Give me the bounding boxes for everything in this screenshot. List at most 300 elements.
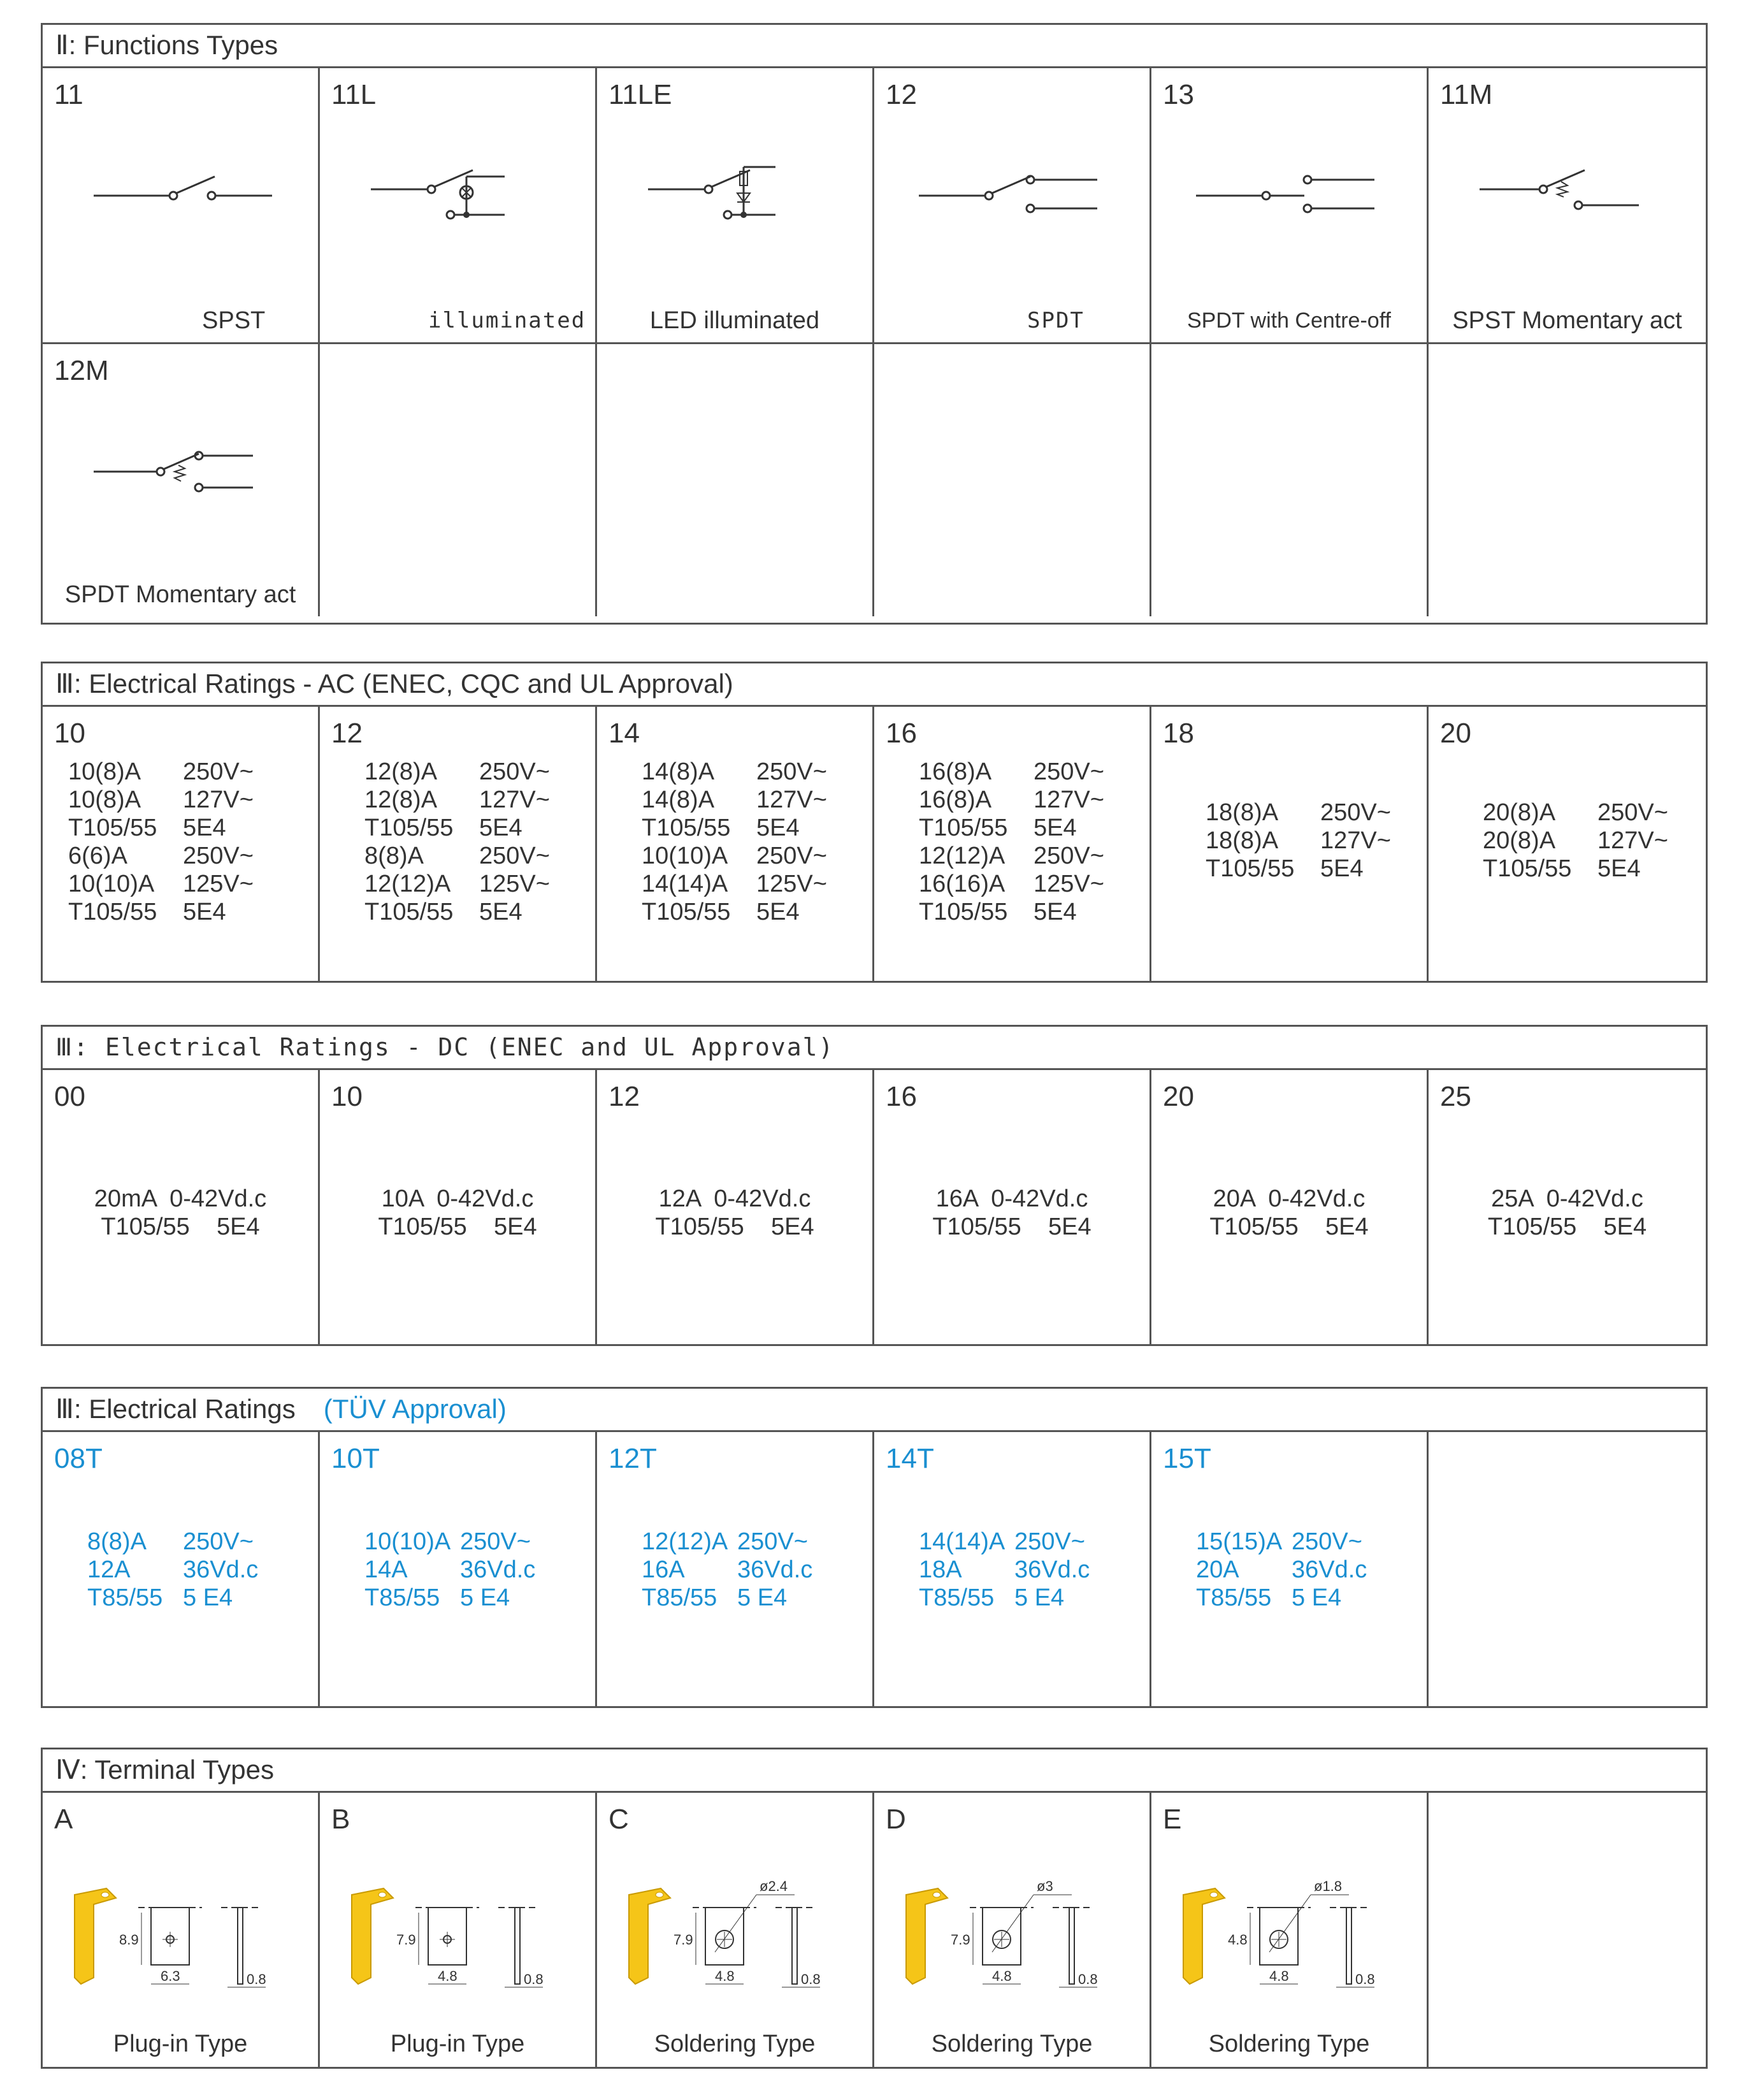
rating-line <box>919 870 1137 898</box>
rating-line <box>1483 827 1693 855</box>
dc-cell-10 <box>320 1070 597 1344</box>
terminal-cell-empty <box>1429 1793 1706 2067</box>
rating-lines <box>1151 1185 1427 1241</box>
function-name: SPDT Momentary act <box>64 581 296 608</box>
rating-lines <box>364 758 582 926</box>
hole-diameter-label: ø3 <box>1037 1878 1053 1894</box>
led-illuminated-switch-symbol-icon <box>616 157 858 234</box>
terminal-code: B <box>331 1804 350 1835</box>
side-view-body <box>792 1908 797 1984</box>
rating-line: 25A 0-42Vd.c <box>1491 1185 1643 1212</box>
rating-code: 10 <box>54 718 85 749</box>
rating-current: T85/55 <box>642 1584 717 1611</box>
rating-line: 10A 0-42Vd.c <box>381 1185 534 1212</box>
rating-current: 14(8)A <box>642 758 715 785</box>
rating-line <box>919 898 1137 926</box>
terminal-caption: Soldering Type <box>1208 2031 1370 2057</box>
rating-line <box>919 1556 1090 1584</box>
rating-line <box>642 870 860 898</box>
rating-line <box>68 814 305 842</box>
rating-voltage: 250V~ <box>479 758 550 785</box>
rating-current: T105/55 <box>364 815 454 841</box>
function-cell-13 <box>1151 68 1429 342</box>
thickness-dimension-label: 0.8 <box>247 1971 266 1987</box>
rating-code: 12T <box>609 1443 657 1474</box>
function-code: 11L <box>331 79 377 110</box>
rating-line <box>1196 1584 1367 1612</box>
rating-line <box>68 842 305 870</box>
rating-line: T105/55 5E4 <box>1487 1213 1647 1240</box>
rating-voltage: 125V~ <box>756 871 827 897</box>
rating-line <box>642 898 860 926</box>
rating-voltage: 127V~ <box>756 786 827 813</box>
rating-lines <box>1196 1528 1367 1612</box>
rating-line <box>68 898 305 926</box>
terminal-cell-B <box>320 1793 597 2067</box>
rating-voltage: 250V~ <box>183 758 254 785</box>
function-cell-11LE <box>597 68 874 342</box>
terminal-tab-hole <box>933 1892 940 1897</box>
width-dimension-label: 4.8 <box>438 1968 458 1984</box>
tuv-ratings-title <box>43 1389 1706 1432</box>
rating-voltage: 127V~ <box>1034 786 1104 813</box>
rating-lines <box>919 758 1137 926</box>
hole-diameter-label: ø2.4 <box>760 1878 788 1894</box>
rating-voltage: 250V~ <box>756 843 827 869</box>
function-name: SPDT with Centre-off <box>1187 308 1391 333</box>
rating-line <box>919 1528 1090 1556</box>
ac-cell-18 <box>1151 707 1429 981</box>
rating-line <box>642 1528 812 1556</box>
terminal-types-section <box>41 1748 1708 2069</box>
rating-current: 18(8)A <box>1206 827 1279 854</box>
ac-ratings-section <box>41 662 1708 983</box>
rating-line <box>919 842 1137 870</box>
rating-current: 12(8)A <box>364 758 438 785</box>
rating-line <box>87 1584 258 1612</box>
function-name: illuminated <box>428 308 586 333</box>
terminal-tab-hole <box>101 1892 109 1897</box>
hole-leader-line <box>1269 1895 1311 1952</box>
rating-voltage: 125V~ <box>183 871 254 897</box>
rating-voltage: 5 E4 <box>183 1584 233 1611</box>
rating-code: 10 <box>331 1081 363 1112</box>
rating-code: 14T <box>886 1443 934 1474</box>
terminal-code: D <box>886 1804 906 1835</box>
rating-current: 10(8)A <box>68 786 141 813</box>
rating-voltage: 5 E4 <box>460 1584 510 1611</box>
terminal-drawing-icon <box>55 1857 310 2009</box>
function-name: SPST <box>202 307 266 334</box>
rating-current: T85/55 <box>87 1584 163 1611</box>
rating-code: 12 <box>331 718 363 749</box>
rating-line <box>87 1528 258 1556</box>
function-code: 11 <box>54 79 83 110</box>
rating-current: 12(12)A <box>364 871 451 897</box>
function-code: 11LE <box>609 79 672 110</box>
rating-lines <box>597 1185 872 1241</box>
rating-line <box>364 1556 535 1584</box>
hole-leader-line <box>992 1895 1034 1952</box>
rating-current: 14(8)A <box>642 786 715 813</box>
rating-current: 20(8)A <box>1483 799 1556 826</box>
rating-code: 16 <box>886 1081 917 1112</box>
terminal-tab-shape <box>1183 1888 1225 1984</box>
side-view-body <box>1346 1908 1351 1984</box>
dc-cell-12 <box>597 1070 874 1344</box>
terminal-code: A <box>54 1804 73 1835</box>
rating-line <box>364 758 582 786</box>
rating-line <box>642 842 860 870</box>
rating-code: 25 <box>1440 1081 1471 1112</box>
rating-voltage: 125V~ <box>1034 871 1104 897</box>
function-cell-11L <box>320 68 597 342</box>
dc-ratings-title: Ⅲ: Electrical Ratings - DC (ENEC and UL Approval) <box>43 1027 1706 1070</box>
rating-line <box>919 758 1137 786</box>
terminal-drawing-icon <box>887 1857 1142 2009</box>
rating-current: 14A <box>364 1556 408 1583</box>
rating-line <box>1196 1556 1367 1584</box>
rating-current: T105/55 <box>1206 855 1295 882</box>
rating-voltage: 5E4 <box>756 899 800 925</box>
rating-line <box>1206 827 1414 855</box>
ac-cell-10 <box>43 707 320 981</box>
rating-line <box>364 1528 535 1556</box>
terminal-types-title: Ⅳ: Terminal Types <box>43 1749 1706 1793</box>
rating-line <box>87 1556 258 1584</box>
rating-lines <box>364 1528 535 1612</box>
spdt-momentary-symbol-icon <box>62 433 304 510</box>
function-cell-11M <box>1429 68 1706 342</box>
rating-code: 00 <box>54 1081 85 1112</box>
width-dimension-label: 6.3 <box>161 1968 180 1984</box>
function-cell-12 <box>874 68 1151 342</box>
rating-voltage: 250V~ <box>183 1528 254 1555</box>
rating-voltage: 36Vd.c <box>1292 1556 1367 1583</box>
height-dimension-label: 4.8 <box>1228 1932 1248 1948</box>
rating-line <box>919 786 1137 814</box>
rating-line <box>364 786 582 814</box>
rating-current: T85/55 <box>364 1584 440 1611</box>
thickness-dimension-label: 0.8 <box>524 1971 544 1987</box>
ac-cell-20 <box>1429 707 1706 981</box>
rating-current: 18(8)A <box>1206 799 1279 826</box>
rating-line: 16A 0-42Vd.c <box>935 1185 1088 1212</box>
ac-cell-12 <box>320 707 597 981</box>
rating-current: T105/55 <box>68 899 157 925</box>
rating-line <box>1206 799 1414 827</box>
rating-code: 08T <box>54 1443 103 1474</box>
rating-lines <box>320 1185 595 1241</box>
rating-current: T105/55 <box>919 815 1008 841</box>
terminal-caption: Soldering Type <box>931 2031 1093 2057</box>
rating-current: 12A <box>87 1556 131 1583</box>
terminal-code: C <box>609 1804 629 1835</box>
hole-diameter-label: ø1.8 <box>1314 1878 1343 1894</box>
tuv-cell-08T <box>43 1432 320 1706</box>
rating-current: 16(8)A <box>919 786 992 813</box>
rating-voltage: 5E4 <box>1034 815 1077 841</box>
rating-voltage: 127V~ <box>1320 827 1391 854</box>
function-cell-12M <box>43 342 320 616</box>
height-dimension-label: 7.9 <box>951 1932 970 1948</box>
rating-lines <box>642 1528 812 1612</box>
dc-ratings-section <box>41 1025 1708 1346</box>
thickness-dimension-label: 0.8 <box>1355 1971 1375 1987</box>
spdt-centre-off-symbol-icon <box>1171 157 1413 234</box>
terminal-tab-shape <box>906 1888 948 1984</box>
terminal-tab-hole <box>378 1892 386 1897</box>
rating-line: T105/55 5E4 <box>1209 1213 1369 1240</box>
rating-current: T85/55 <box>919 1584 995 1611</box>
rating-current: 12(12)A <box>919 843 1005 869</box>
rating-lines <box>1483 799 1693 883</box>
rating-voltage: 250V~ <box>479 843 550 869</box>
width-dimension-label: 4.8 <box>1269 1968 1289 1984</box>
rating-current: 20(8)A <box>1483 827 1556 854</box>
rating-voltage: 5 E4 <box>737 1584 788 1611</box>
height-dimension-label: 7.9 <box>396 1932 416 1948</box>
function-name: SPDT <box>1027 308 1085 333</box>
function-code: 11M <box>1440 79 1493 110</box>
width-dimension-label: 4.8 <box>715 1968 735 1984</box>
rating-voltage: 127V~ <box>479 786 550 813</box>
function-cell-empty <box>597 342 874 616</box>
terminal-code: E <box>1163 1804 1182 1835</box>
rating-line <box>1483 855 1693 883</box>
rating-voltage: 5E4 <box>756 815 800 841</box>
rating-current: T105/55 <box>642 899 731 925</box>
function-cell-empty <box>1429 342 1706 616</box>
rating-voltage: 250V~ <box>756 758 827 785</box>
height-dimension-label: 8.9 <box>119 1932 139 1948</box>
rating-voltage: 36Vd.c <box>737 1556 813 1583</box>
rating-current: 16(8)A <box>919 758 992 785</box>
rating-lines <box>1429 1185 1706 1241</box>
rating-voltage: 5E4 <box>1034 899 1077 925</box>
rating-current: 14(14)A <box>642 871 728 897</box>
rating-voltage: 250V~ <box>460 1528 531 1555</box>
rating-line <box>919 1584 1090 1612</box>
dc-cell-20 <box>1151 1070 1429 1344</box>
rating-current: 10(10)A <box>364 1528 451 1555</box>
rating-current: 6(6)A <box>68 843 127 869</box>
tuv-approval-label: (TÜV Approval) <box>323 1394 507 1424</box>
rating-current: 10(10)A <box>68 871 155 897</box>
tuv-cell-10T <box>320 1432 597 1706</box>
side-view-body <box>515 1908 520 1984</box>
rating-lines <box>874 1185 1149 1241</box>
side-view-body <box>1069 1908 1074 1984</box>
rating-line <box>364 870 582 898</box>
ac-cell-16 <box>874 707 1151 981</box>
rating-voltage: 250V~ <box>737 1528 808 1555</box>
thickness-dimension-label: 0.8 <box>801 1971 821 1987</box>
terminal-tab-hole <box>656 1892 663 1897</box>
illuminated-switch-symbol-icon <box>339 157 581 234</box>
rating-voltage: 250V~ <box>1597 799 1668 826</box>
rating-line: T105/55 5E4 <box>655 1213 814 1240</box>
functions-types-title: Ⅱ: Functions Types <box>43 25 1706 68</box>
functions-types-section <box>41 23 1708 625</box>
rating-line: 20A 0-42Vd.c <box>1213 1185 1366 1212</box>
rating-code: 20 <box>1163 1081 1194 1112</box>
rating-lines <box>919 1528 1090 1612</box>
rating-code: 18 <box>1163 718 1194 749</box>
rating-line <box>68 786 305 814</box>
rating-line: 12A 0-42Vd.c <box>658 1185 811 1212</box>
function-cell-empty <box>320 342 597 616</box>
rating-line <box>364 1584 535 1612</box>
rating-voltage: 5 E4 <box>1014 1584 1065 1611</box>
rating-lines <box>1206 799 1414 883</box>
tuv-cell-empty <box>1429 1432 1706 1706</box>
rating-code: 12 <box>609 1081 640 1112</box>
rating-current: T105/55 <box>68 815 157 841</box>
width-dimension-label: 4.8 <box>992 1968 1012 1984</box>
ac-cell-14 <box>597 707 874 981</box>
rating-line <box>1206 855 1414 883</box>
ac-ratings-title: Ⅲ: Electrical Ratings - AC (ENEC, CQC and UL Approval) <box>43 663 1706 707</box>
rating-line <box>1196 1528 1367 1556</box>
rating-current: 12(12)A <box>642 1528 728 1555</box>
rating-voltage: 5 E4 <box>1292 1584 1342 1611</box>
terminal-tab-shape <box>629 1888 670 1984</box>
function-cell-empty <box>1151 342 1429 616</box>
rating-line <box>642 758 860 786</box>
rating-current: T105/55 <box>642 815 731 841</box>
terminal-tab-shape <box>75 1888 116 1984</box>
terminal-tab-hole <box>1210 1892 1218 1897</box>
rating-line <box>68 870 305 898</box>
function-cell-11 <box>43 68 320 342</box>
rating-current: 8(8)A <box>364 843 424 869</box>
rating-line <box>364 842 582 870</box>
terminal-cell-C <box>597 1793 874 2067</box>
rating-current: 14(14)A <box>919 1528 1005 1555</box>
rating-voltage: 250V~ <box>183 843 254 869</box>
thickness-dimension-label: 0.8 <box>1078 1971 1098 1987</box>
rating-voltage: 250V~ <box>1034 758 1104 785</box>
rating-current: 15(15)A <box>1196 1528 1283 1555</box>
dc-cell-25 <box>1429 1070 1706 1344</box>
side-view-body <box>238 1908 243 1984</box>
rating-line <box>364 898 582 926</box>
function-name: SPST Momentary act <box>1452 307 1682 334</box>
rating-code: 14 <box>609 718 640 749</box>
rating-current: 20A <box>1196 1556 1239 1583</box>
rating-line <box>364 814 582 842</box>
rating-line <box>1483 799 1693 827</box>
function-code: 12M <box>54 355 109 386</box>
rating-lines <box>68 758 305 926</box>
dc-cell-16 <box>874 1070 1151 1344</box>
dc-cell-00 <box>43 1070 320 1344</box>
tuv-cell-14T <box>874 1432 1151 1706</box>
rating-current: 18A <box>919 1556 962 1583</box>
rating-line <box>642 814 860 842</box>
rating-line <box>68 758 305 786</box>
rating-voltage: 5E4 <box>183 899 226 925</box>
rating-voltage: 36Vd.c <box>183 1556 259 1583</box>
rating-voltage: 5E4 <box>183 815 226 841</box>
rating-lines <box>642 758 860 926</box>
hole-leader-line <box>715 1895 756 1952</box>
rating-line <box>642 786 860 814</box>
rating-current: T105/55 <box>919 899 1008 925</box>
function-code: 13 <box>1163 79 1194 110</box>
rating-voltage: 5E4 <box>1320 855 1364 882</box>
tuv-ratings-section <box>41 1387 1708 1708</box>
tuv-cell-15T <box>1151 1432 1429 1706</box>
function-name: LED illuminated <box>649 307 820 334</box>
terminal-caption: Plug-in Type <box>113 2031 248 2057</box>
rating-line <box>919 814 1137 842</box>
rating-current: T105/55 <box>364 899 454 925</box>
rating-voltage: 125V~ <box>479 871 550 897</box>
spst-switch-symbol-icon <box>62 157 304 234</box>
rating-voltage: 5E4 <box>479 899 522 925</box>
rating-current: 16(16)A <box>919 871 1005 897</box>
rating-voltage: 5E4 <box>479 815 522 841</box>
height-dimension-label: 7.9 <box>674 1932 693 1948</box>
terminal-caption: Soldering Type <box>654 2031 816 2057</box>
rating-lines <box>87 1528 258 1612</box>
rating-voltage: 250V~ <box>1292 1528 1362 1555</box>
rating-current: 16A <box>642 1556 685 1583</box>
terminal-cell-D <box>874 1793 1151 2067</box>
rating-current: 10(10)A <box>642 843 728 869</box>
rating-voltage: 36Vd.c <box>460 1556 536 1583</box>
terminal-cell-A <box>43 1793 320 2067</box>
rating-current: T85/55 <box>1196 1584 1272 1611</box>
spdt-switch-symbol-icon <box>893 157 1135 234</box>
spst-momentary-symbol-icon <box>1448 157 1690 234</box>
rating-line <box>642 1584 812 1612</box>
rating-code: 16 <box>886 718 917 749</box>
terminal-drawing-icon <box>610 1857 865 2009</box>
rating-line: T105/55 5E4 <box>932 1213 1092 1240</box>
rating-code: 20 <box>1440 718 1471 749</box>
rating-code: 10T <box>331 1443 380 1474</box>
rating-line: T105/55 5E4 <box>101 1213 260 1240</box>
rating-voltage: 127V~ <box>183 786 254 813</box>
rating-code: 15T <box>1163 1443 1211 1474</box>
rating-current: 8(8)A <box>87 1528 147 1555</box>
function-cell-empty <box>874 342 1151 616</box>
terminal-tab-shape <box>352 1888 393 1984</box>
terminal-caption: Plug-in Type <box>390 2031 525 2057</box>
terminal-drawing-icon <box>1164 1857 1419 2009</box>
rating-line <box>642 1556 812 1584</box>
tuv-title-text: Ⅲ: Electrical Ratings <box>55 1394 296 1424</box>
rating-voltage: 127V~ <box>1597 827 1668 854</box>
function-code: 12 <box>886 79 917 110</box>
rating-current: 10(8)A <box>68 758 141 785</box>
rating-lines <box>43 1185 318 1241</box>
rating-line: T105/55 5E4 <box>378 1213 537 1240</box>
rating-voltage: 250V~ <box>1014 1528 1085 1555</box>
rating-voltage: 36Vd.c <box>1014 1556 1090 1583</box>
terminal-cell-E <box>1151 1793 1429 2067</box>
rating-voltage: 250V~ <box>1320 799 1391 826</box>
rating-line: 20mA 0-42Vd.c <box>94 1185 267 1212</box>
rating-voltage: 250V~ <box>1034 843 1104 869</box>
rating-voltage: 5E4 <box>1597 855 1641 882</box>
terminal-drawing-icon <box>333 1857 587 2009</box>
rating-current: 12(8)A <box>364 786 438 813</box>
tuv-cell-12T <box>597 1432 874 1706</box>
